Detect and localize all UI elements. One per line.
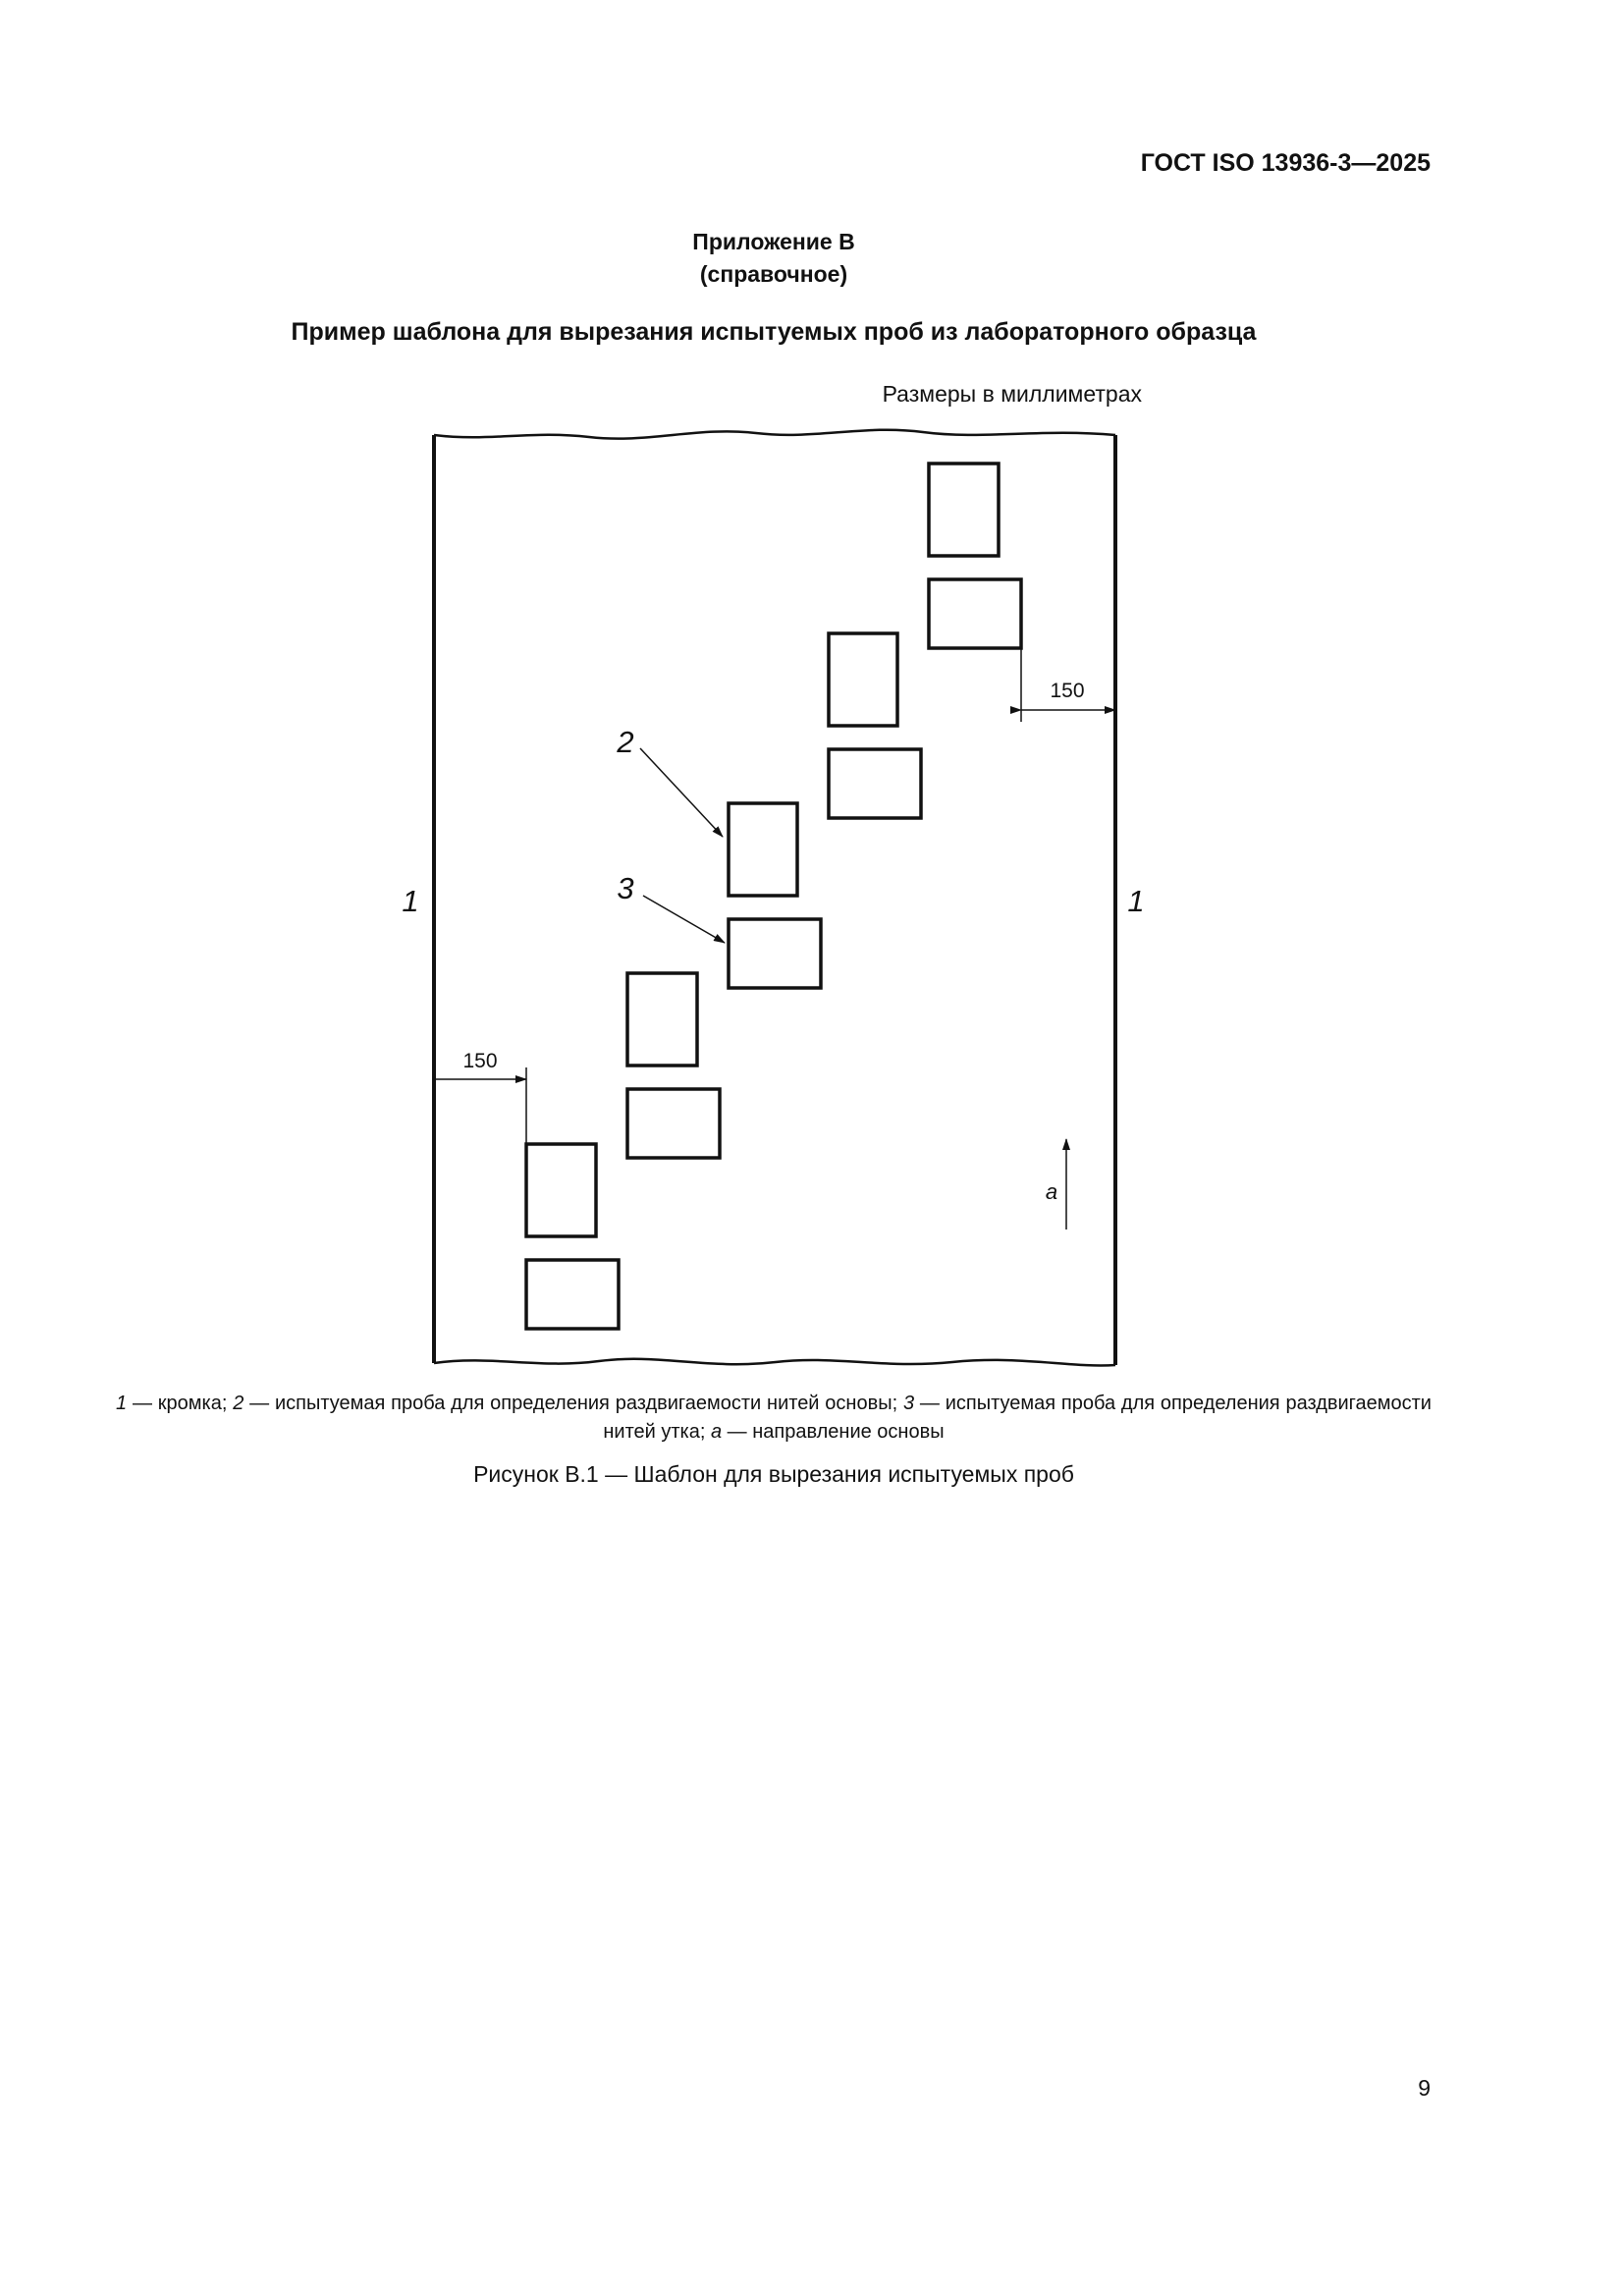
warp-specimen	[526, 1144, 596, 1236]
warp-specimen	[729, 803, 797, 896]
warp-specimen	[829, 633, 897, 726]
figure-caption: Рисунок В.1 — Шаблон для вырезания испытуемых проб	[473, 1461, 1074, 1487]
weft-specimen	[627, 1089, 720, 1158]
figure-legend	[116, 1390, 1432, 1447]
annex-title: Приложение В	[692, 229, 855, 254]
dimension-value-top-right: 150	[1050, 680, 1085, 702]
legend-text-2: — испытуемая проба для определения раздвигаемости нитей основы;	[243, 1393, 903, 1414]
label-weft-specimen: 3	[617, 871, 634, 905]
label-direction: a	[1045, 1179, 1058, 1204]
annex-status: (справочное)	[699, 261, 848, 287]
weft-specimen	[729, 919, 821, 988]
label-selvedge-right: 1	[1127, 884, 1145, 918]
leader-line-warp	[640, 748, 723, 837]
legend-key-1: 1	[116, 1393, 128, 1414]
top-break-line	[434, 430, 1115, 439]
leader-line-weft	[643, 896, 725, 943]
legend-key-a: a	[710, 1421, 723, 1443]
dimension-value-bottom-left: 150	[462, 1050, 498, 1072]
label-selvedge-left: 1	[402, 884, 419, 918]
warp-specimen	[627, 973, 697, 1066]
legend-text-a: — направление основы	[722, 1421, 945, 1443]
legend-key-3: 3	[902, 1393, 915, 1414]
label-warp-specimen: 2	[617, 725, 634, 759]
warp-specimen	[929, 464, 999, 556]
weft-specimen	[929, 579, 1021, 648]
standard-code: ГОСТ ISO 13936-3—2025	[1140, 149, 1431, 177]
section-title: Пример шаблона для вырезания испытуемых проб из лабораторного образца	[291, 318, 1257, 346]
weft-specimen	[829, 749, 921, 818]
legend-key-2: 2	[233, 1393, 244, 1414]
legend-text-3: — испытуемая проба для определения раздвигаемости нитей утка;	[603, 1393, 1432, 1443]
legend-text-1: — кромка;	[127, 1393, 234, 1414]
weft-specimen	[526, 1260, 619, 1329]
bottom-break-line	[434, 1359, 1115, 1366]
page-number: 9	[1418, 2075, 1431, 2101]
dimensions-note: Размеры в миллиметрах	[882, 381, 1142, 407]
